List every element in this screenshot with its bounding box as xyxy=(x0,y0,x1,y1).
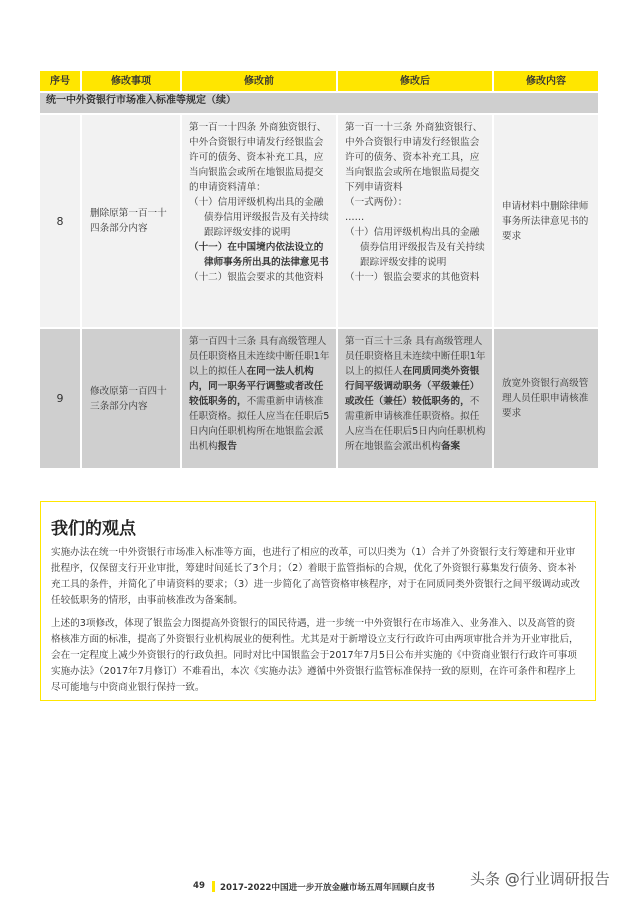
section-title: 统一中外资银行市场准入标准等规定（续） xyxy=(40,92,598,114)
after-item-11: （十一）银监会要求的其他资料 xyxy=(345,272,480,283)
before-item-10: （十）信用评级机构出具的金融债券信用评级报告及有关持续跟踪评级安排的说明 xyxy=(189,197,329,238)
after-copies: （一式两份）： xyxy=(345,197,408,208)
table-header-row xyxy=(40,71,598,92)
header-number: 序号 xyxy=(40,71,81,92)
header-content: 修改内容 xyxy=(493,71,598,92)
row-number: 8 xyxy=(40,114,81,328)
before-intro: 第一百一十四条 外商独资银行、中外合资银行申请发行经银监会许可的债务、资本补充工具，应当向银监会或所在地银监局提交的申请资料清单： xyxy=(189,122,327,193)
before-text-2: 在同一法人机构内，同一职务平行调整或者改任较低职务的， xyxy=(189,366,324,407)
after-dots: …… xyxy=(345,212,365,223)
viewpoint-paragraph-2: 上述的3项修改，体现了银监会力图提高外资银行的国民待遇，进一步统一中外资银行在市场准入、业务准入、以及高管的资格核准方面的标准，提高了外资银行业机构展业的便利性。尤其是对于新增设立支行行政许可由两项审批合并为开业审批后，会在一定程度上减少外资银行的行政负担。同时对比中国银监会于2017年7月5日公布并实施的《中资商业银行行政许可事项实施办法》（2017年7月修订）不难看出，本次《实施办法》遵循中外资银行监管标准保持一致的原则，在许可条件和程序上尽可能地与中资商业银行保持一致。 xyxy=(51,618,579,693)
section-row xyxy=(40,92,598,114)
row-note: 放宽外资银行高级管理人员任职申请核准要求 xyxy=(493,328,598,468)
after-intro: 第一百一十三条 外商独资银行、中外合资银行申请发行经银监会许可的债务、资本补充工具，应当向银监会或所在地银监局提交下列申请资料 xyxy=(345,122,483,193)
row-after xyxy=(337,114,493,328)
after-item-10: （十）信用评级机构出具的金融债券信用评级报告及有关持续跟踪评级安排的说明 xyxy=(345,227,485,268)
viewpoint-paragraph-1: 实施办法在统一中外资银行市场准入标准等方面，也进行了相应的改革，可以归类为（1）合并了外资银行支行筹建和开业审批程序，仅保留支行开业审批，筹建时间延长了3个月；（2）着眼于监管指标的合规，优化了外资银行募集发行债务、资本补充工具的条件，并简化了申请资料的要求；（3）进一步简化了高管资格审核程序，对于在同质同类外资银行之间平级调动或改任较低职务的情形，由事前核准改为备案制。 xyxy=(51,547,580,606)
after-text-3: 不需重新申请核准任职资格。拟任人应当在任职后5日内向任职机构所在地银监会派出机构 xyxy=(345,396,486,452)
header-before: 修改前 xyxy=(181,71,337,92)
row-before xyxy=(181,114,337,328)
before-text-4: 报告 xyxy=(217,441,237,452)
after-text-1: 第一百三十三条 具有高级管理人员任职资格且未连续中断任职1年以上的拟任人 xyxy=(345,336,486,377)
watermark: 头条 @行业调研报告 xyxy=(470,870,610,888)
row-number: 9 xyxy=(40,328,81,468)
row-item: 删除原第一百一十四条部分内容 xyxy=(81,114,181,328)
footer-divider xyxy=(212,881,215,892)
before-item-11: （十一）在中国境内依法设立的律师事务所出具的法律意见书 xyxy=(189,242,329,268)
revision-table xyxy=(40,71,598,468)
after-text-2: 在同质同类外资银行间平级调动职务（平级兼任）或改任（兼任）较低职务的， xyxy=(345,366,480,407)
before-text-1: 第一百四十三条 具有高级管理人员任职资格且未连续中断任职1年以上的拟任人 xyxy=(189,336,330,377)
table-row xyxy=(40,328,598,468)
row-note: 申请材料中删除律师事务所法律意见书的要求 xyxy=(493,114,598,328)
footer-title: 2017-2022中国进一步开放金融市场五周年回顾白皮书 xyxy=(220,883,435,893)
row-after xyxy=(337,328,493,468)
page-number: 49 xyxy=(193,881,205,891)
viewpoint-box xyxy=(40,501,596,701)
before-text-3: 不需重新申请核准任职资格。拟任人应当在任职后5日内向任职机构所在地银监会派出机构 xyxy=(189,396,330,452)
row-item: 修改原第一百四十三条部分内容 xyxy=(81,328,181,468)
table-row xyxy=(40,114,598,328)
header-after: 修改后 xyxy=(337,71,493,92)
before-item-12: （十二）银监会要求的其他资料 xyxy=(189,272,324,283)
header-item: 修改事项 xyxy=(81,71,181,92)
after-text-4: 备案 xyxy=(440,441,461,452)
row-before xyxy=(181,328,337,468)
viewpoint-title: 我们的观点 xyxy=(51,519,136,539)
